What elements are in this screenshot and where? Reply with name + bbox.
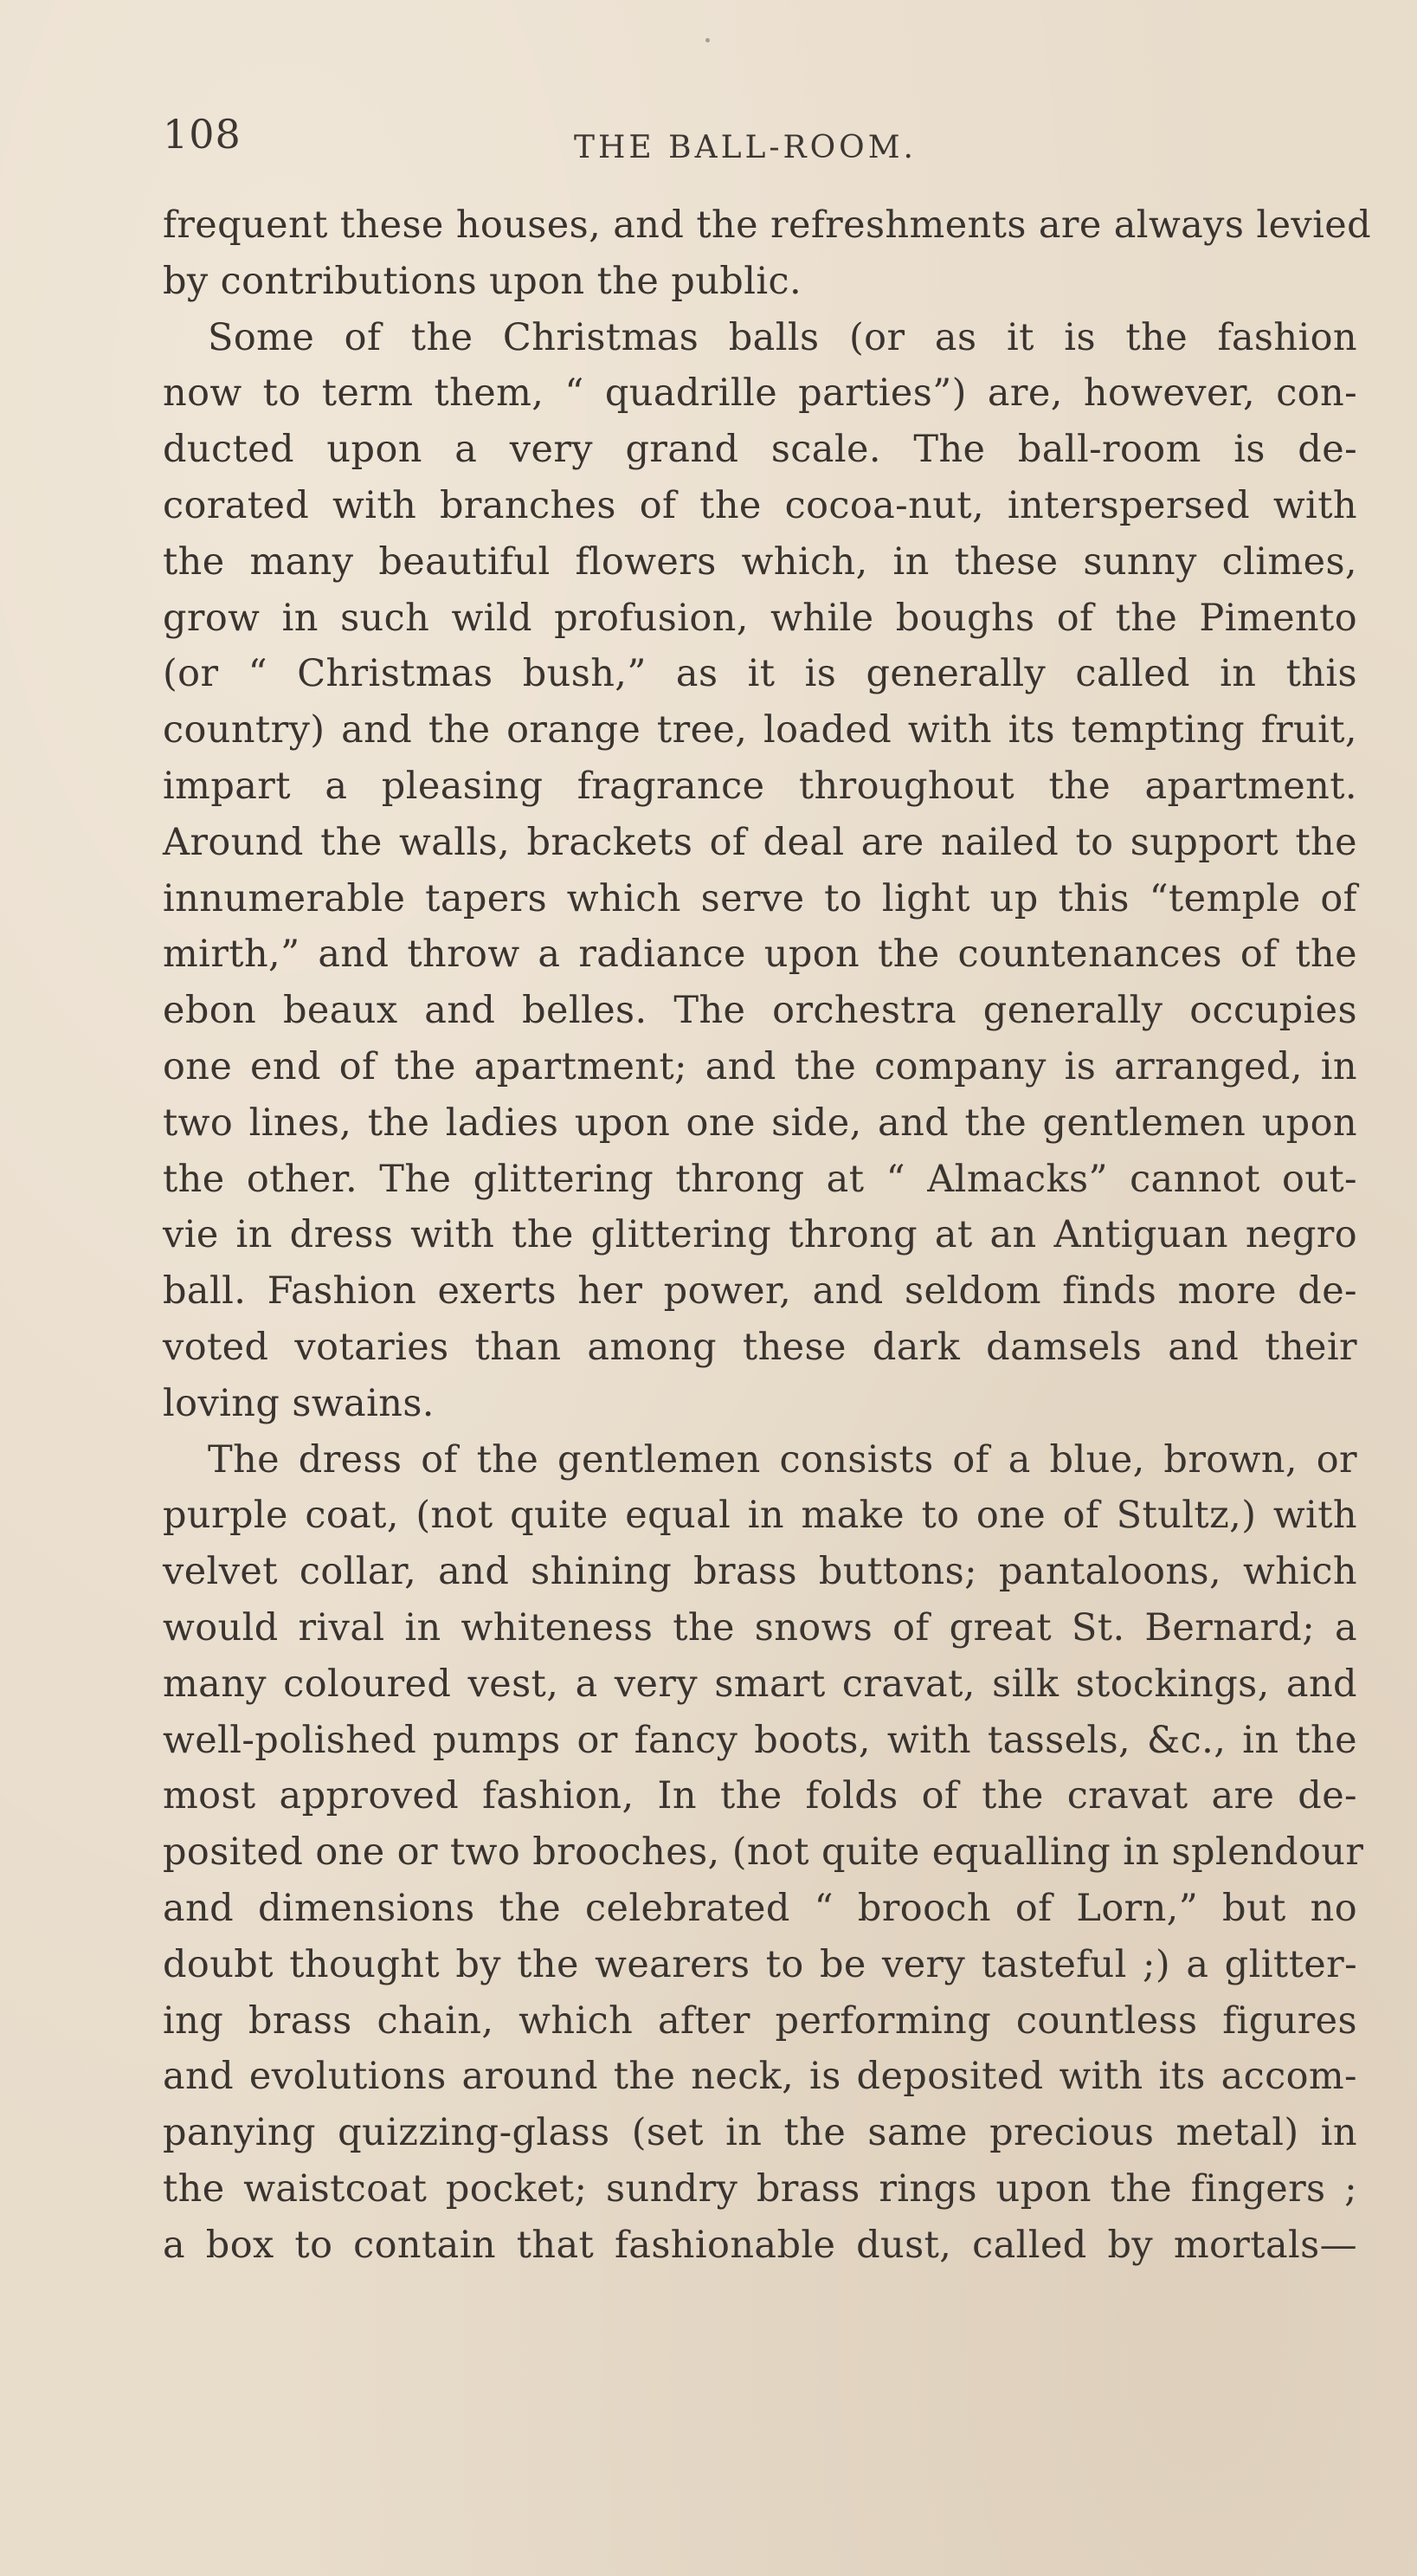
- page-number: 108: [163, 111, 242, 158]
- text-line: well-polished pumps or fancy boots, with tassels, &c., in the: [163, 1718, 1357, 1762]
- text-line: and evolutions around the neck, is deposited with its accom-: [163, 2055, 1357, 2099]
- text-line: posited one or two brooches, (not quite equalling in splendour: [163, 1830, 1364, 1875]
- text-line: would rival in whiteness the snows of great St. Bernard; a: [163, 1605, 1357, 1650]
- text-line: most approved fashion, In the folds of the cravat are de-: [163, 1774, 1357, 1818]
- text-line: a box to contain that fashionable dust, called by mortals—: [163, 2223, 1357, 2267]
- text-line: loving swains.: [163, 1381, 435, 1425]
- text-line: and dimensions the celebrated “ brooch of Lorn,” but no: [163, 1886, 1357, 1930]
- text-line: the waistcoat pocket; sundry brass rings upon the fingers ;: [163, 2166, 1357, 2211]
- text-line: (or “ Christmas bush,” as it is generally called in this: [163, 652, 1357, 696]
- text-line: now to term them, “ quadrille parties”) are, however, con-: [163, 371, 1357, 416]
- text-line: grow in such wild profusion, while boughs of the Pimento: [163, 596, 1357, 640]
- text-line: two lines, the ladies upon one side, and the gentlemen upon: [163, 1101, 1357, 1145]
- text-line: ball. Fashion exerts her power, and seldom finds more de-: [163, 1269, 1357, 1314]
- text-line: panying quizzing-glass (set in the same precious metal) in: [163, 2111, 1357, 2155]
- text-line: Around the walls, brackets of deal are nailed to support the: [163, 820, 1357, 864]
- text-line: ing brass chain, which after performing countless figures: [163, 1998, 1357, 2043]
- text-line: frequent these houses, and the refreshments are always levied: [163, 203, 1372, 247]
- body-text: [163, 197, 1372, 2273]
- running-title: THE BALL-ROOM.: [574, 130, 917, 165]
- text-line: corated with branches of the cocoa-nut, interspersed with: [163, 483, 1357, 527]
- text-line: voted votaries than among these dark damsels and their: [163, 1325, 1357, 1369]
- page-header: [163, 111, 1357, 180]
- text-line: vie in dress with the glittering throng at an Antiguan negro: [163, 1213, 1357, 1257]
- text-line: doubt thought by the wearers to be very tasteful ;) a glitter-: [163, 1942, 1357, 1986]
- text-line: The dress of the gentlemen consists of a blue, brown, or: [208, 1437, 1357, 1482]
- paper-speck: [705, 38, 710, 42]
- text-line: country) and the orange tree, loaded with its tempting fruit,: [163, 708, 1357, 752]
- text-line: velvet collar, and shining brass buttons; pantaloons, which: [163, 1550, 1357, 1594]
- text-line: the other. The glittering throng at “ Almacks” cannot out-: [163, 1157, 1357, 1201]
- text-line: one end of the apartment; and the company is arranged, in: [163, 1044, 1357, 1088]
- text-line: ebon beaux and belles. The orchestra generally occupies: [163, 989, 1357, 1033]
- text-line: Some of the Christmas balls (or as it is the fashion: [208, 315, 1357, 359]
- text-line: innumerable tapers which serve to light up this “temple of: [163, 876, 1357, 920]
- text-line: the many beautiful flowers which, in these sunny climes,: [163, 539, 1357, 584]
- text-line: many coloured vest, a very smart cravat, silk stockings, and: [163, 1662, 1357, 1706]
- text-line: impart a pleasing fragrance throughout the apartment.: [163, 764, 1357, 808]
- text-line: ducted upon a very grand scale. The ball-room is de-: [163, 428, 1357, 472]
- text-line: mirth,” and throw a radiance upon the countenances of the: [163, 933, 1357, 977]
- text-line: by contributions upon the public.: [163, 259, 802, 303]
- text-line: purple coat, (not quite equal in make to one of Stultz,) with: [163, 1494, 1357, 1538]
